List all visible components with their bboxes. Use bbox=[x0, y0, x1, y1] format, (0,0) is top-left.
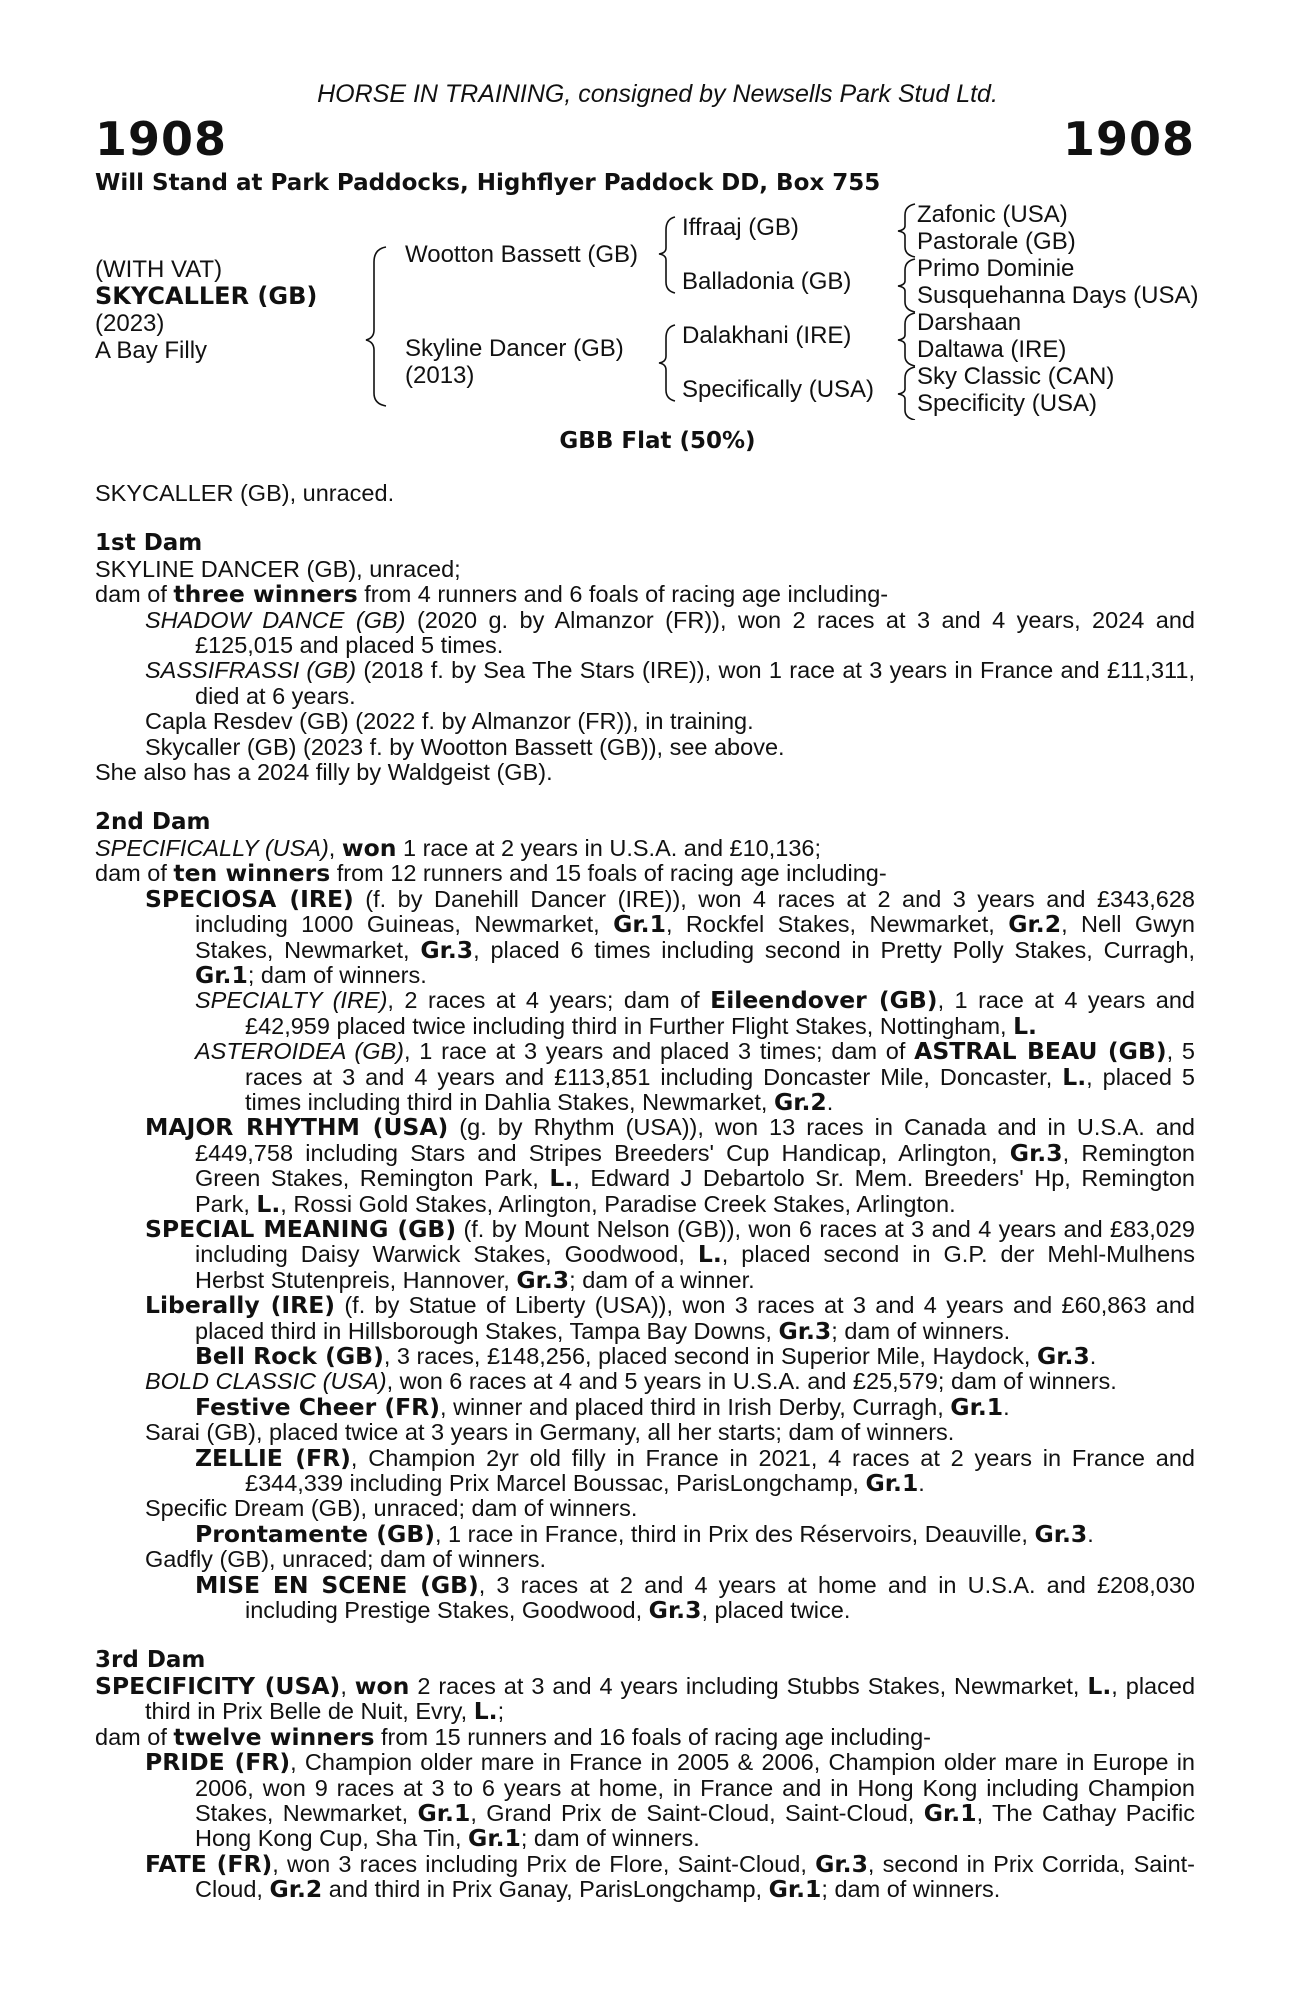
text-run: FATE (FR) bbox=[145, 1849, 273, 1878]
text-run: SHADOW DANCE (GB) bbox=[145, 606, 406, 633]
zellie-entry bbox=[95, 1443, 1196, 1498]
text-run: three winners bbox=[173, 580, 358, 609]
text-run: (f. by Mount Nelson (GB)), won 6 races at 3 and 4 years and £83,029 including Daisy Warwick Stakes, Goodwood, bbox=[195, 1215, 1195, 1268]
text-run: , Champion older mare in France in 2005 & 2006, Champion older mare in Europe in 2006, won 9 races at 3 to 6 years at home, in France and in Hong Kong including Champion Stakes, Newmarket, bbox=[195, 1749, 1195, 1826]
text-run: , second in Prix Corrida, Saint-Cloud, bbox=[195, 1850, 1195, 1903]
second-dam-produce bbox=[95, 861, 1195, 886]
text-run: ; dam of winners. bbox=[247, 961, 427, 988]
text-run: won bbox=[354, 1671, 410, 1700]
pedigree-sire: Wootton Bassett (GB) bbox=[405, 241, 638, 268]
pedigree-dam-year: (2013) bbox=[405, 362, 475, 389]
first-dam-line: SKYLINE DANCER (GB), unraced; bbox=[95, 555, 461, 582]
text-run: ; dam of winners. bbox=[821, 1876, 1001, 1903]
stand-location: Will Stand at Park Paddocks, Highflyer Paddock DD, Box 755 bbox=[95, 170, 881, 196]
text-run: dam of bbox=[95, 1723, 174, 1750]
pedigree-g3-3: Primo Dominie bbox=[917, 255, 1075, 282]
second-dam-heading: 2nd Dam bbox=[95, 809, 211, 836]
text-run: PRIDE (FR) bbox=[145, 1748, 291, 1777]
text-run: , 3 races, £148,256, placed second in Superior Mile, Haydock, bbox=[383, 1343, 1037, 1369]
text-run: Gr.3 bbox=[815, 1849, 868, 1878]
text-run: Liberally (IRE) bbox=[145, 1291, 336, 1320]
mise-en-scene-entry bbox=[95, 1570, 1195, 1625]
prontamente-entry bbox=[95, 1519, 1195, 1548]
text-run: SPECIFICALLY (USA) bbox=[95, 834, 329, 861]
specialty-entry bbox=[95, 988, 1195, 1039]
text-run: , placed third in Prix Belle de Nuit, Evry, bbox=[145, 1672, 1196, 1725]
pedigree-g3-8: Specificity (USA) bbox=[917, 390, 1098, 417]
text-run: , 1 race in France, third in Prix des Réservoirs, Deauville, bbox=[434, 1520, 1035, 1547]
text-run: Gr.2 bbox=[269, 1875, 323, 1904]
bell-rock-entry bbox=[95, 1344, 1195, 1369]
text-run: ten winners bbox=[173, 859, 331, 888]
text-run: Prontamente (GB) bbox=[195, 1519, 435, 1548]
asteroidea-entry bbox=[95, 1039, 1195, 1115]
text-run: , Grand Prix de Saint-Cloud, Saint-Cloud, bbox=[470, 1799, 924, 1826]
text-run: Gr.1 bbox=[195, 960, 248, 989]
text-run: (2020 g. by Almanzor (FR)), won 2 races at 3 and 4 years, 2024 and £125,015 and placed 5 times. bbox=[195, 606, 1195, 659]
horse-year: (2023) bbox=[95, 310, 165, 337]
text-run: , 2 races at 4 years; dam of bbox=[387, 987, 711, 1014]
text-run: L. bbox=[473, 1697, 498, 1726]
text-run: Eileendover (GB) bbox=[710, 986, 938, 1015]
special-meaning-entry bbox=[95, 1214, 1195, 1294]
text-run: , placed 6 times including second in Pretty Polly Stakes, Curragh, bbox=[473, 936, 1195, 963]
text-run: MAJOR RHYTHM (USA) bbox=[145, 1113, 449, 1142]
first-dam-heading: 1st Dam bbox=[95, 530, 203, 557]
festive-cheer-entry bbox=[95, 1392, 1195, 1421]
consignor-line: HORSE IN TRAINING, consigned by Newsells Park Stud Ltd. bbox=[317, 80, 998, 108]
text-run: , Edward J Debartolo Sr. Mem. Breeders' Hp, Remington Park, bbox=[195, 1165, 1196, 1217]
intro-line: SKYCALLER (GB), unraced. bbox=[95, 480, 395, 506]
text-run: MISE EN SCENE (GB) bbox=[195, 1570, 479, 1599]
text-run: ; dam of a winner. bbox=[569, 1266, 755, 1293]
text-run: L. bbox=[549, 1164, 574, 1193]
text-run: . bbox=[1087, 1520, 1094, 1547]
text-run: Bell Rock (GB) bbox=[195, 1342, 384, 1370]
text-run: Festive Cheer (FR) bbox=[195, 1392, 441, 1421]
also-has-line: She also has a 2024 filly by Waldgeist (GB). bbox=[95, 759, 553, 786]
gadfly-entry: Gadfly (GB), unraced; dam of winners. bbox=[145, 1546, 546, 1573]
pedigree-dam-name: Skyline Dancer (GB) bbox=[405, 335, 624, 362]
major-rhythm-entry bbox=[95, 1115, 1195, 1217]
text-run: , The Cathay Pacific Hong Kong Cup, Sha Tin, bbox=[195, 1799, 1195, 1852]
pedigree-g3-2: Pastorale (GB) bbox=[917, 228, 1076, 255]
text-run: , 1 race at 4 years and £42,959 placed twice including third in Further Flight Stakes, Nottingham, bbox=[245, 987, 1195, 1039]
pedigree-sire-dam: Balladonia (GB) bbox=[682, 268, 852, 295]
sarai-entry: Sarai (GB), placed twice at 3 years in Germany, all her starts; dam of winners. bbox=[145, 1419, 955, 1446]
text-run: L. bbox=[697, 1240, 722, 1269]
text-run: (f. by Danehill Dancer (IRE)), won 4 races at 2 and 3 years and £343,628 including 1000 Guineas, Newmarket, bbox=[195, 885, 1195, 938]
pedigree-brackets bbox=[0, 0, 1315, 420]
shadow-dance-entry bbox=[95, 608, 1195, 659]
text-run: Gr.3 bbox=[1009, 1138, 1063, 1167]
text-run: Gr.1 bbox=[468, 1824, 521, 1853]
pedigree-sire-sire: Iffraaj (GB) bbox=[682, 214, 799, 241]
text-run: dam of bbox=[95, 860, 174, 887]
horse-description: A Bay Filly bbox=[95, 337, 208, 364]
pedigree-g3-4: Susquehanna Days (USA) bbox=[917, 282, 1199, 309]
first-dam-produce bbox=[95, 582, 1195, 607]
text-run: Gr.2 bbox=[773, 1087, 827, 1116]
text-run: SPECIOSA (IRE) bbox=[145, 884, 354, 913]
text-run: , placed second in G.P. der Mehl-Mulhens Herbst Stutenpreis, Hannover, bbox=[195, 1241, 1195, 1293]
text-run: Gr.1 bbox=[950, 1392, 1004, 1421]
text-run: Gr.3 bbox=[648, 1596, 702, 1625]
pride-entry bbox=[95, 1750, 1195, 1852]
text-run: SPECIALTY (IRE) bbox=[195, 987, 388, 1014]
text-run: , 5 races at 3 and 4 years and £113,851 including Doncaster Mile, Doncaster, bbox=[245, 1038, 1195, 1090]
text-run: , placed twice. bbox=[701, 1597, 851, 1624]
text-run: Gr.3 bbox=[420, 935, 474, 964]
catalogue-body bbox=[95, 481, 1195, 1903]
specific-dream-entry: Specific Dream (GB), unraced; dam of winners. bbox=[145, 1495, 638, 1522]
text-run: SPECIFICITY (USA) bbox=[95, 1671, 341, 1700]
third-dam-line bbox=[95, 1671, 1196, 1726]
text-run: Gr.1 bbox=[923, 1798, 977, 1827]
lot-number-left: 1908 bbox=[95, 112, 228, 166]
third-dam-heading: 3rd Dam bbox=[95, 1647, 206, 1674]
text-run: , Rossi Gold Stakes, Arlington, Paradise Creek Stakes, Arlington. bbox=[280, 1190, 956, 1217]
text-run: from 4 runners and 6 foals of racing age including- bbox=[357, 581, 889, 608]
text-run: dam of bbox=[95, 581, 174, 608]
text-run: . bbox=[1089, 1343, 1097, 1369]
text-run: . bbox=[1003, 1393, 1010, 1420]
lot-number-right: 1908 bbox=[1062, 112, 1195, 166]
text-run: and third in Prix Ganay, ParisLongchamp, bbox=[322, 1876, 769, 1903]
text-run: ASTRAL BEAU (GB) bbox=[914, 1037, 1167, 1066]
fate-entry bbox=[95, 1849, 1195, 1904]
liberally-entry bbox=[95, 1293, 1195, 1344]
text-run: ZELLIE (FR) bbox=[195, 1443, 351, 1472]
second-dam-line bbox=[95, 833, 1195, 862]
text-run: , placed 5 times including third in Dahlia Stakes, Newmarket, bbox=[245, 1063, 1195, 1115]
text-run: 2 races at 3 and 4 years including Stubbs Stakes, Newmarket, bbox=[409, 1672, 1088, 1699]
text-run: . bbox=[826, 1088, 834, 1115]
bold-classic-entry bbox=[95, 1369, 1195, 1394]
text-run: , 1 race at 3 years and placed 3 times; dam of bbox=[403, 1038, 915, 1065]
text-run: Gr.1 bbox=[417, 1798, 471, 1827]
text-run: (g. by Rhythm (USA)), won 13 races in Canada and in U.S.A. and £449,758 including Stars and Stripes Breeders' Cup Handicap, Arlington, bbox=[195, 1114, 1195, 1166]
text-run: L. bbox=[256, 1189, 281, 1218]
text-run: Gr.3 bbox=[516, 1265, 570, 1294]
text-run: , 3 races at 2 and 4 years at home and in U.S.A. and £208,030 including Prestige Stakes, Goodwood, bbox=[245, 1571, 1195, 1624]
text-run: L. bbox=[1087, 1671, 1112, 1700]
third-dam-produce bbox=[95, 1722, 1195, 1751]
text-run: twelve winners bbox=[173, 1722, 375, 1751]
text-run: ; bbox=[497, 1698, 505, 1725]
text-run: , bbox=[340, 1672, 355, 1699]
skycaller-entry: Skycaller (GB) (2023 f. by Wootton Bassett (GB)), see above. bbox=[145, 733, 785, 760]
text-run: Gr.3 bbox=[1034, 1519, 1088, 1548]
text-run: ; dam of winners. bbox=[831, 1317, 1011, 1344]
text-run: Gr.1 bbox=[768, 1875, 822, 1904]
text-run: Gr.1 bbox=[613, 910, 666, 939]
text-run: , won 3 races including Prix de Flore, Saint-Cloud, bbox=[272, 1850, 816, 1877]
sassifrassi-entry bbox=[95, 658, 1195, 709]
text-run: , Remington Green Stakes, Remington Park, bbox=[195, 1139, 1195, 1192]
text-run: L. bbox=[1062, 1062, 1087, 1091]
text-run: , Rockfel Stakes, Newmarket, bbox=[665, 911, 1009, 938]
text-run: , bbox=[328, 834, 342, 861]
text-run: from 12 runners and 15 foals of racing age including- bbox=[330, 860, 887, 887]
text-run: (2018 f. by Sea The Stars (IRE)), won 1 race at 3 years in France and £11,311, died at 6 years. bbox=[195, 657, 1195, 709]
text-run: Gr.1 bbox=[865, 1469, 919, 1498]
pedigree-g3-6: Daltawa (IRE) bbox=[917, 336, 1067, 363]
text-run: (f. by Statue of Liberty (USA)), won 3 races at 3 and 4 years and £60,863 and placed third in Hillsborough Stakes, Tampa Bay Downs, bbox=[195, 1292, 1195, 1344]
text-run: Gr.3 bbox=[1036, 1342, 1090, 1370]
text-run: , Champion 2yr old filly in France in 2021, 4 races at 2 years in France and £344,339 including Prix Marcel Boussac, ParisLongchamp, bbox=[245, 1444, 1196, 1497]
text-run: , winner and placed third in Irish Derby, Curragh, bbox=[440, 1393, 951, 1420]
text-run: Gr.3 bbox=[778, 1316, 832, 1345]
pedigree-g3-5: Darshaan bbox=[917, 309, 1022, 336]
vat-note: (WITH VAT) bbox=[95, 256, 223, 283]
pedigree-dam-dam: Specifically (USA) bbox=[682, 376, 875, 403]
capla-resdev-entry: Capla Resdev (GB) (2022 f. by Almanzor (FR)), in training. bbox=[145, 708, 754, 735]
pedigree-g3-1: Zafonic (USA) bbox=[917, 201, 1068, 228]
text-run: ; dam of winners. bbox=[520, 1825, 700, 1852]
flat-rating: GBB Flat (50%) bbox=[559, 428, 756, 454]
text-run: Gr.2 bbox=[1008, 910, 1062, 939]
text-run: won bbox=[341, 833, 397, 862]
text-run: SPECIAL MEANING (GB) bbox=[145, 1214, 457, 1243]
text-run: BOLD CLASSIC (USA) bbox=[145, 1368, 387, 1395]
pedigree-g3-7: Sky Classic (CAN) bbox=[917, 363, 1115, 390]
text-run: from 15 runners and 16 foals of racing age including- bbox=[374, 1723, 931, 1750]
pedigree-dam bbox=[405, 335, 624, 389]
text-run: L. bbox=[1013, 1011, 1037, 1040]
text-run: SASSIFRASSI (GB) bbox=[145, 657, 357, 684]
horse-name: SKYCALLER (GB) bbox=[95, 282, 318, 310]
text-run: . bbox=[918, 1470, 925, 1497]
text-run: ASTEROIDEA (GB) bbox=[195, 1038, 404, 1065]
text-run: , Nell Gwyn Stakes, Newmarket, bbox=[195, 911, 1195, 963]
pedigree-dam-sire: Dalakhani (IRE) bbox=[682, 322, 852, 349]
text-run: , won 6 races at 4 and 5 years in U.S.A. and £25,579; dam of winners. bbox=[386, 1368, 1117, 1395]
speciosa-entry bbox=[95, 884, 1195, 989]
text-run: 1 race at 2 years in U.S.A. and £10,136; bbox=[396, 834, 822, 861]
